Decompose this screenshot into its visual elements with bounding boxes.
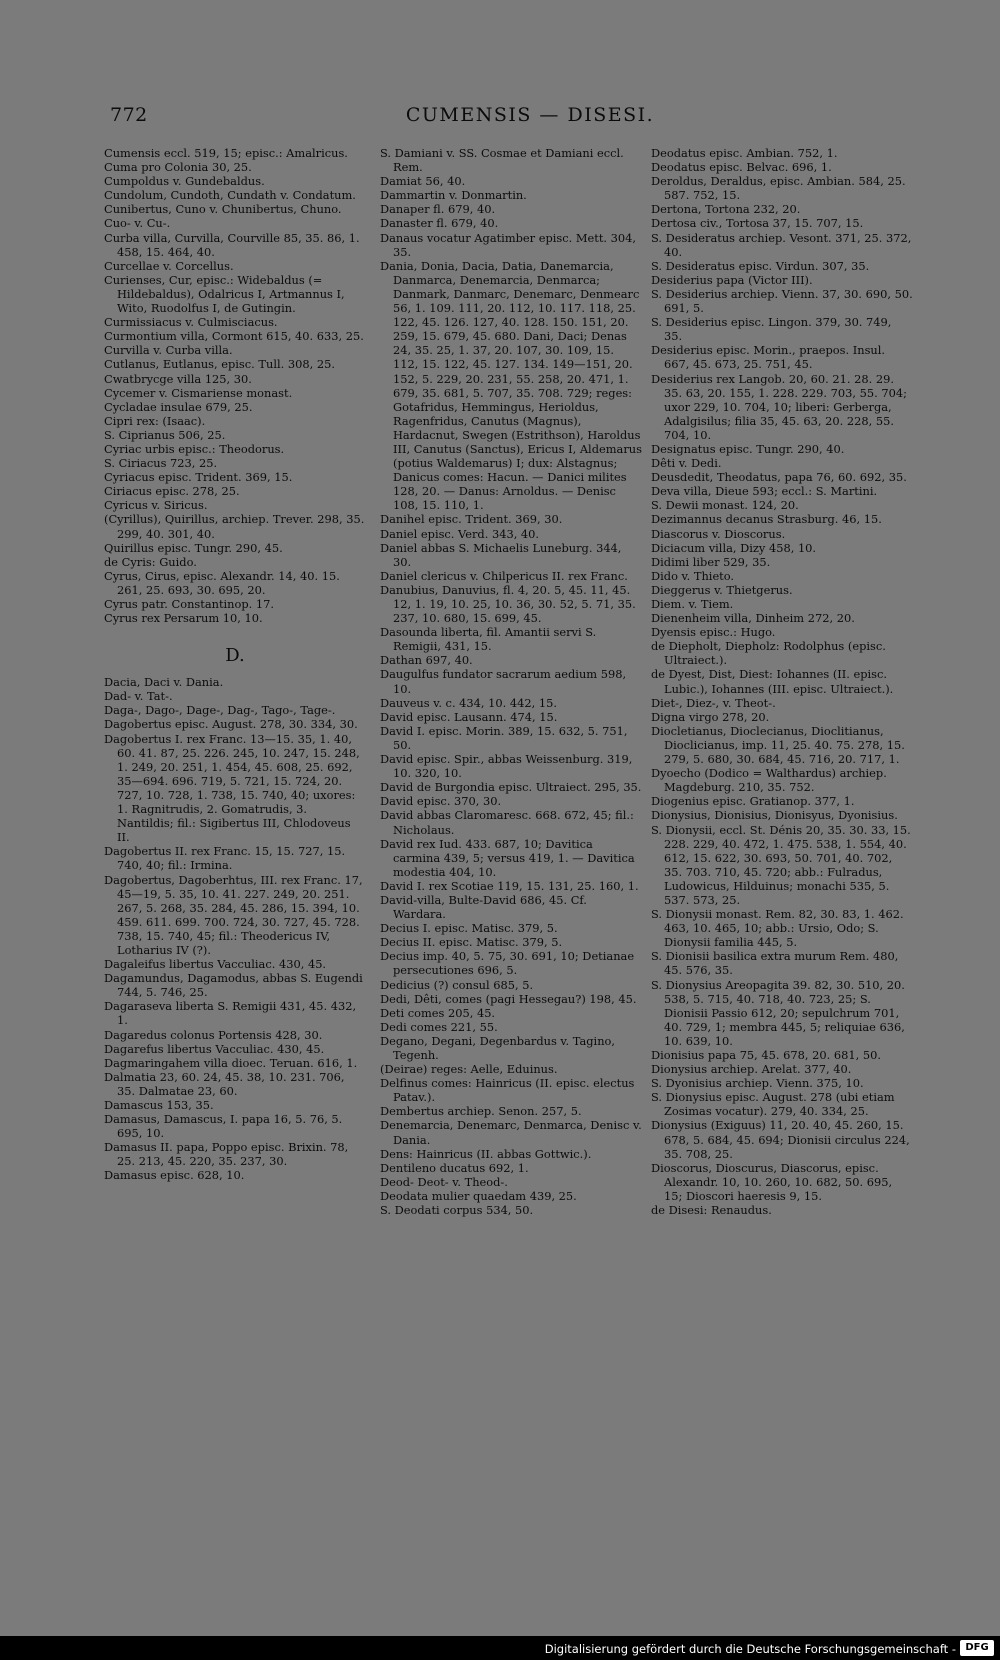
index-entry: S. Dyonisius archiep. Vienn. 375, 10.	[651, 1076, 864, 1091]
index-entry: Diet-, Diez-, v. Theot-.	[651, 695, 776, 710]
index-entry: Dieggerus v. Thietgerus.	[651, 582, 793, 597]
index-entry: David rex Iud. 433. 687, 10; Davitica carmina 439, 5; versus 419, 1. — Davitica modestia 404, 10.	[380, 836, 635, 879]
index-entry: David I. episc. Morin. 389, 15. 632, 5. 751, 50.	[380, 723, 628, 752]
index-entry: S. Desiderius episc. Lingon. 379, 30. 749, 35.	[651, 315, 892, 344]
index-entry: Cyricus v. Siricus.	[104, 498, 208, 513]
index-entry: Cumensis eccl. 519, 15; episc.: Amalricus.	[104, 146, 348, 160]
entries-d-group	[104, 675, 366, 1182]
index-entry: S. Damiani v. SS. Cosmae et Damiani eccl. Rem.	[380, 146, 624, 175]
index-entry: (Cyrillus), Quirillus, archiep. Trever. 298, 35. 299, 40. 301, 40.	[104, 512, 365, 541]
page-number: 772	[110, 104, 148, 126]
index-entry: Deroldus, Deraldus, episc. Ambian. 584, 25. 587. 752, 15.	[651, 174, 906, 203]
index-entry: Cycladae insulae 679, 25.	[104, 399, 253, 414]
index-entry: Daniel abbas S. Michaelis Luneburg. 344, 30.	[380, 540, 622, 569]
index-entry: Danaster fl. 679, 40.	[380, 216, 499, 231]
index-entry: Quirillus episc. Tungr. 290, 45.	[104, 540, 283, 555]
entries-c-group	[104, 146, 366, 625]
index-entry: Deodatus episc. Belvac. 696, 1.	[651, 160, 832, 175]
index-entry: Cundolum, Cundoth, Cundath v. Condatum.	[104, 188, 356, 203]
index-entry: Dedi, Dêti, comes (pagi Hessegau?) 198, 45.	[380, 991, 637, 1006]
index-entry: (Deirae) reges: Aelle, Eduinus.	[380, 1062, 558, 1077]
index-entry: Dagobertus II. rex Franc. 15, 15. 727, 15. 740, 40; fil.: Irmina.	[104, 844, 346, 873]
index-entry: Diogenius episc. Gratianop. 377, 1.	[651, 794, 855, 809]
index-entry: Cuma pro Colonia 30, 25.	[104, 160, 252, 175]
index-entry: Dertosa civ., Tortosa 37, 15. 707, 15.	[651, 216, 864, 231]
index-entry: Deodatus episc. Ambian. 752, 1.	[651, 146, 838, 160]
index-entry: S. Desideratus episc. Virdun. 307, 35.	[651, 258, 870, 273]
index-entry: de Diepholt, Diepholz: Rodolphus (episc. Ultraiect.).	[651, 639, 886, 668]
index-entry: David I. rex Scotiae 119, 15. 131, 25. 160, 1.	[380, 878, 639, 893]
index-entry: David de Burgondia episc. Ultraiect. 295, 35.	[380, 780, 642, 795]
index-entry: Dad- v. Tat-.	[104, 689, 173, 704]
index-entry: de Cyris: Guido.	[104, 554, 197, 569]
index-entry: S. Dewii monast. 124, 20.	[651, 498, 799, 513]
index-entry: Dagmaringahem villa dioec. Teruan. 616, 1.	[104, 1055, 358, 1070]
index-entry: David abbas Claromaresc. 668. 672, 45; fil.: Nicholaus.	[380, 808, 634, 837]
index-entry: Decius II. episc. Matisc. 379, 5.	[380, 935, 563, 950]
index-entry: S. Dionysius episc. August. 278 (ubi etiam Zosimas vocatur). 279, 40. 334, 25.	[651, 1090, 895, 1119]
index-entry: Deti comes 205, 45.	[380, 1005, 496, 1020]
index-entry: S. Dionysii, eccl. St. Dénis 20, 35. 30. 33, 15. 228. 229, 40. 472, 1. 475. 538, 1. 554, 40. 612, 15. 622, 30. 693, 50. 701, 40. 702, 35. 703. 710, 45. 720; abb.: Fulradus, Ludowicus, Hilduinus; monachi 535, 5. 537. 573, 25.	[651, 822, 911, 907]
index-entry: Dionysius (Exiguus) 11, 20. 40, 45. 260, 15. 678, 5. 684, 45. 694; Dionisii circulus 224, 35. 708, 25.	[651, 1118, 910, 1161]
index-entry: S. Ciprianus 506, 25.	[104, 427, 226, 442]
index-entry: Cipri rex: (Isaac).	[104, 413, 206, 428]
index-entry: Dagobertus, Dagoberhtus, III. rex Franc. 17, 45—19, 5. 35, 10. 41. 227. 249, 20. 251. 267, 5. 268, 35. 284, 45. 286, 15. 394, 10. 459. 611. 699. 700. 724, 30. 727, 45. 728. 738, 15. 740, 45; fil.: Theodericus IV, Lotharius IV (?).	[104, 872, 363, 957]
index-entry: Cwatbrycge villa 125, 30.	[104, 371, 252, 386]
index-entry: Cunibertus, Cuno v. Chunibertus, Chuno.	[104, 202, 342, 217]
index-entry: Cycemer v. Cismariense monast.	[104, 385, 293, 400]
index-entry: S. Desideratus archiep. Vesont. 371, 25. 372, 40.	[651, 230, 912, 259]
footer-credit-text: Digitalisierung gefördert durch die Deutsche Forschungsgemeinschaft -	[544, 1642, 956, 1656]
index-entry: de Dyest, Dist, Diest: Iohannes (II. episc. Lubic.), Iohannes (III. episc. Ultraiect.).	[651, 667, 894, 696]
index-entry: Dedi comes 221, 55.	[380, 1019, 498, 1034]
index-entry: David-villa, Bulte-David 686, 45. Cf. Wardara.	[380, 892, 587, 922]
index-entry: Daugulfus fundator sacrarum aedium 598, 10.	[380, 667, 627, 696]
index-entry: Dagarefus libertus Vacculiac. 430, 45.	[104, 1041, 325, 1056]
index-entry: Danubius, Danuvius, fl. 4, 20. 5, 45. 11, 45. 12, 1. 19, 10. 25, 10. 36, 30. 52, 5. 71, 35. 237, 10. 680, 15. 699, 45.	[380, 582, 636, 626]
index-entry: Dens: Hainricus (II. abbas Gottwic.).	[380, 1146, 592, 1161]
index-entry: David episc. Lausann. 474, 15.	[380, 709, 558, 724]
index-entry: Damasus, Damascus, I. papa 16, 5. 76, 5. 695, 10.	[104, 1112, 343, 1141]
index-entry: Dalmatia 23, 60. 24, 45. 38, 10. 231. 706, 35. Dalmatae 23, 60.	[104, 1069, 345, 1098]
index-entry: Cyrus rex Persarum 10, 10.	[104, 611, 263, 626]
index-column-1	[104, 146, 366, 1183]
index-entry: Dionysius, Dionisius, Dionisyus, Dyonisius.	[651, 808, 898, 823]
index-entry: Dentileno ducatus 692, 1.	[380, 1160, 529, 1175]
index-entry: de Disesi: Renaudus.	[651, 1203, 772, 1218]
index-entry: Curmontium villa, Cormont 615, 40. 633, 25.	[104, 329, 364, 344]
index-entry: Diascorus v. Dioscorus.	[651, 526, 786, 541]
index-column-2	[380, 146, 642, 1217]
dfg-logo: DFG	[960, 1640, 994, 1656]
index-entry: Dido v. Thieto.	[651, 568, 735, 583]
index-entry: Dathan 697, 40.	[380, 653, 473, 668]
index-entry: Dauveus v. c. 434, 10. 442, 15.	[380, 695, 557, 710]
index-entry: Damiat 56, 40.	[380, 174, 466, 189]
index-entry: Dyensis episc.: Hugo.	[651, 625, 776, 640]
index-entry: Ciriacus episc. 278, 25.	[104, 484, 240, 499]
index-entry: Diciacum villa, Dizy 458, 10.	[651, 540, 817, 555]
index-entry: S. Dionysius Areopagita 39. 82, 30. 510, 20. 538, 5. 715, 40. 718, 40. 723, 25; S. Dionisii Passio 612, 20; sepulchrum 701, 40. 729, 1; membra 445, 5; reliquiae 636, 10. 639, 10.	[651, 977, 905, 1048]
index-entry: S. Dionysii monast. Rem. 82, 30. 83, 1. 462. 463, 10. 465, 10; abb.: Ursio, Odo; S. Dionysii familia 445, 5.	[651, 907, 904, 950]
index-entry: Cyriacus episc. Trident. 369, 15.	[104, 470, 293, 485]
index-entry: Diocletianus, Dioclecianus, Dioclitianus, Dioclicianus, imp. 11, 25. 40. 75. 278, 15. 279, 5. 680, 30. 684, 45. 716, 20. 717, 1.	[651, 723, 905, 767]
index-entry: Diem. v. Tiem.	[651, 597, 734, 611]
index-entry: Curvilla v. Curba villa.	[104, 343, 233, 358]
index-entry: Dania, Donia, Dacia, Datia, Danemarcia, Danmarca, Denemarcia, Denmarca; Danmark, Danmarc, Denemarc, Denmearc 56, 1. 109. 111, 20. 112, 10. 117. 118, 25. 122, 45. 126. 127, 40. 128. 150. 151, 20. 259, 15. 679, 45. 680. Dani, Daci; Denas 24, 35. 25, 1. 37, 20. 107, 30. 109, 15. 112, 15. 122, 45. 127. 134. 149—151, 20. 152, 5. 229, 20. 231, 55. 258, 20. 471, 1. 679, 35. 681, 5. 707, 35. 708. 729; reges: Gotafridus, Hemmingus, Herioldus, Ragenfridus, Canutus (Magnus), Hardacnut, Swegen (Estrithson), Haroldus III, Canutus (Sanctus), Ericus I, Aldemarus (potius Waldemarus) I; dux: Alstagnus; Danicus comes: Hacun. — Danici milites 128, 20. — Danus: Arnoldus. — Denisc 108, 15. 110, 1.	[380, 258, 642, 513]
index-entry: Decius imp. 40, 5. 75, 30. 691, 10; Detianae persecutiones 696, 5.	[380, 949, 635, 978]
index-entry: Dêti v. Dedi.	[651, 456, 722, 471]
index-entry: Dyoecho (Dodico = Walthardus) archiep. Magdeburg. 210, 35. 752.	[651, 766, 887, 795]
index-entry: Decius I. episc. Matisc. 379, 5.	[380, 921, 558, 936]
index-entry: Dionisius papa 75, 45. 678, 20. 681, 50.	[651, 1048, 881, 1062]
index-entry: Cutlanus, Eutlanus, episc. Tull. 308, 25.	[104, 357, 335, 372]
index-entry: Daga-, Dago-, Dage-, Dag-, Tago-, Tage-.	[104, 703, 336, 718]
index-entry: Cyrus patr. Constantinop. 17.	[104, 597, 275, 611]
index-entry: Deva villa, Dieue 593; eccl.: S. Martini.	[651, 484, 878, 499]
index-entry: Dagobertus episc. August. 278, 30. 334, 30.	[104, 717, 358, 732]
index-entry: Dezimannus decanus Strasburg. 46, 15.	[651, 512, 882, 527]
index-entry: Deodata mulier quaedam 439, 25.	[380, 1188, 577, 1203]
index-entry: Damasus episc. 628, 10.	[104, 1168, 245, 1183]
index-column-3	[651, 146, 913, 1217]
index-entry: Dembertus archiep. Senon. 257, 5.	[380, 1104, 582, 1119]
index-entry: Desiderius rex Langob. 20, 60. 21. 28. 29. 35. 63, 20. 155, 1. 228. 229. 703, 55. 704; uxor 229, 10. 704, 10; liberi: Gerberga, Adalgisilus; filia 35, 45. 63, 20. 228, 55. 704, 10.	[651, 371, 907, 442]
index-entry: Delfinus comes: Hainricus (II. episc. electus Patav.).	[380, 1076, 635, 1105]
section-letter-d: D.	[225, 645, 245, 667]
index-entry: Dagobertus I. rex Franc. 13—15. 35, 1. 40, 60. 41. 87, 25. 226. 245, 10. 247, 15. 248, 1. 249, 20. 251, 1. 454, 45. 608, 25. 692, 35—694. 696. 719, 5. 721, 15. 724, 20. 727, 10. 728, 1. 738, 15. 740, 40; uxores: 1. Ragnitrudis, 2. Gomatrudis, 3. Nantildis; fil.: Sigibertus III, Chlodoveus II.	[104, 731, 360, 845]
index-entry: S. Ciriacus 723, 25.	[104, 456, 218, 471]
index-entry: Curienses, Cur, episc.: Widebaldus (= Hildebaldus), Odalricus I, Artmannus I, Wito, Ruodolfus I, de Gutingin.	[104, 272, 345, 316]
index-entry: Degano, Degani, Degenbardus v. Tagino, Tegenh.	[380, 1033, 616, 1062]
index-entry: Dedicius (?) consul 685, 5.	[380, 977, 534, 992]
index-entry: S. Dionisii basilica extra murum Rem. 480, 45. 576, 35.	[651, 949, 899, 978]
index-entry: Dammartin v. Donmartin.	[380, 188, 527, 203]
index-entry: Danaper fl. 679, 40.	[380, 202, 496, 217]
index-entry: Desiderius papa (Victor III).	[651, 272, 813, 287]
index-entry: Dienenheim villa, Dinheim 272, 20.	[651, 611, 855, 626]
index-entry: Dasounda liberta, fil. Amantii servi S. Remigii, 431, 15.	[380, 625, 597, 654]
running-head: CUMENSIS — DISESI.	[405, 104, 655, 126]
index-entry: Daniel episc. Verd. 343, 40.	[380, 526, 540, 541]
index-entry: Deusdedit, Theodatus, papa 76, 60. 692, 35.	[651, 470, 907, 485]
index-entry: David episc. 370, 30.	[380, 794, 502, 809]
index-entry: Daniel clericus v. Chilpericus II. rex Franc.	[380, 568, 628, 583]
index-entry: Deod- Deot- v. Theod-.	[380, 1174, 508, 1189]
index-entry: Dagaleifus libertus Vacculiac. 430, 45.	[104, 957, 327, 972]
index-entry: Dionysius archiep. Arelat. 377, 40.	[651, 1062, 852, 1077]
index-entry: S. Deodati corpus 534, 50.	[380, 1203, 534, 1218]
index-entry: Curcellae v. Corcellus.	[104, 258, 234, 273]
index-entry: David episc. Spir., abbas Weissenburg. 319, 10. 320, 10.	[380, 752, 633, 781]
index-entry: Denemarcia, Denemarc, Denmarca, Denisc v. Dania.	[380, 1118, 642, 1147]
index-entry: Desiderius episc. Morin., praepos. Insul. 667, 45. 673, 25. 751, 45.	[651, 343, 886, 372]
index-entry: Cuo- v. Cu-.	[104, 216, 171, 231]
digitization-footer	[0, 1636, 1000, 1660]
index-entry: Damascus 153, 35.	[104, 1098, 214, 1112]
index-entry: Curmissiacus v. Culmisciacus.	[104, 315, 278, 330]
index-entry: Dioscorus, Dioscurus, Diascorus, episc. Alexandr. 10, 10. 260, 10. 682, 50. 695, 15; Dioscori haeresis 9, 15.	[651, 1160, 893, 1203]
index-entry: Dagaredus colonus Portensis 428, 30.	[104, 1027, 323, 1042]
index-entry: S. Desiderius archiep. Vienn. 37, 30. 690, 50. 691, 5.	[651, 286, 913, 316]
index-entry: Digna virgo 278, 20.	[651, 709, 770, 724]
index-entry: Danaus vocatur Agatimber episc. Mett. 304, 35.	[380, 230, 637, 259]
index-entry: Didimi liber 529, 35.	[651, 554, 771, 569]
index-entry: Damasus II. papa, Poppo episc. Brixin. 78, 25. 213, 45. 220, 35. 237, 30.	[104, 1140, 349, 1169]
index-entry: Dagaraseva liberta S. Remigii 431, 45. 432, 1.	[104, 999, 357, 1028]
index-entry: Cyrus, Cirus, episc. Alexandr. 14, 40. 15. 261, 25. 693, 30. 695, 20.	[104, 568, 340, 597]
index-entry: Dacia, Daci v. Dania.	[104, 675, 224, 690]
index-entry: Cumpoldus v. Gundebaldus.	[104, 174, 265, 189]
index-entry: Designatus episc. Tungr. 290, 40.	[651, 441, 845, 456]
index-entry: Curba villa, Curvilla, Courville 85, 35. 86, 1. 458, 15. 464, 40.	[104, 230, 360, 259]
index-entry: Cyriac urbis episc.: Theodorus.	[104, 441, 285, 456]
index-entry: Dagamundus, Dagamodus, abbas S. Eugendi 744, 5. 746, 25.	[104, 971, 363, 1000]
index-entry: Dertona, Tortona 232, 20.	[651, 202, 801, 217]
index-entry: Danihel episc. Trident. 369, 30.	[380, 512, 563, 527]
